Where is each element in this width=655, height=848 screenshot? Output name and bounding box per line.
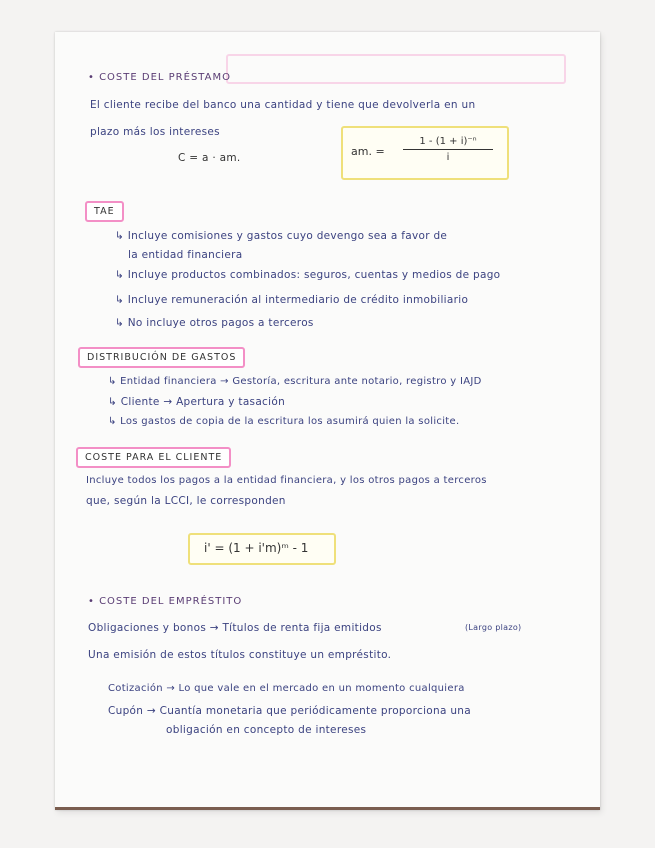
cliente-text-line-2: que, según la LCCI, le corresponden: [86, 495, 286, 507]
dist-item-2: ↳ Cliente → Apertura y tasación: [108, 396, 286, 408]
emprestito-line-3: Cotización → Lo que vale en el mercado en un momento cualquiera: [108, 683, 465, 694]
section-title-emprestito: • COSTE DEL EMPRÉSTITO: [88, 596, 243, 607]
dist-item-1: ↳ Entidad financiera → Gestoría, escritura ante notario, registro y IAJD: [108, 376, 482, 387]
emprestito-line-1: Obligaciones y bonos → Títulos de renta fija emitidos: [88, 622, 382, 634]
prestamo-text-line-2: plazo más los intereses: [90, 126, 220, 138]
formula-am-denominator: i: [446, 152, 450, 163]
emprestito-line-4: Cupón → Cuantía monetaria que periódicamente proporciona una: [108, 705, 471, 717]
tae-label: TAE: [85, 201, 124, 222]
formula-am-fraction: [403, 136, 493, 163]
tae-item-4: ↳ No incluye otros pagos a terceros: [115, 317, 314, 329]
formula-i: i' = (1 + i'm)ᵐ - 1: [204, 541, 309, 555]
tae-item-1-cont: la entidad financiera: [128, 249, 243, 261]
emprestito-line-2: Una emisión de estos títulos constituye un empréstito.: [88, 649, 392, 661]
tae-item-1: ↳ Incluye comisiones y gastos cuyo devengo sea a favor de: [115, 230, 448, 242]
dist-item-3: ↳ Los gastos de copia de la escritura los asumirá quien la solicite.: [108, 416, 460, 427]
coste-cliente-label: COSTE PARA EL CLIENTE: [76, 447, 231, 468]
distribucion-gastos-label: DISTRIBUCIÓN DE GASTOS: [78, 347, 245, 368]
formula-c: C = a · am.: [178, 152, 241, 164]
formula-am-numerator: 1 - (1 + i)⁻ⁿ: [419, 136, 477, 147]
formula-i-box: [188, 533, 336, 565]
tae-item-3: ↳ Incluye remuneración al intermediario de crédito inmobiliario: [115, 294, 469, 306]
fraction-bar: [403, 149, 493, 150]
cliente-text-line-1: Incluye todos los pagos a la entidad financiera, y los otros pagos a terceros: [86, 475, 487, 486]
faded-highlight-box: [226, 54, 566, 84]
tae-item-2: ↳ Incluye productos combinados: seguros, cuentas y medios de pago: [115, 269, 501, 281]
formula-am-box: [341, 126, 509, 180]
prestamo-text-line-1: El cliente recibe del banco una cantidad y tiene que devolverla en un: [90, 99, 476, 111]
formula-am-left: am. =: [351, 145, 385, 158]
section-title-prestamo: • COSTE DEL PRÉSTAMO: [88, 72, 231, 83]
emprestito-note: (Largo plazo): [465, 623, 522, 632]
emprestito-line-5: obligación en concepto de intereses: [166, 724, 367, 736]
